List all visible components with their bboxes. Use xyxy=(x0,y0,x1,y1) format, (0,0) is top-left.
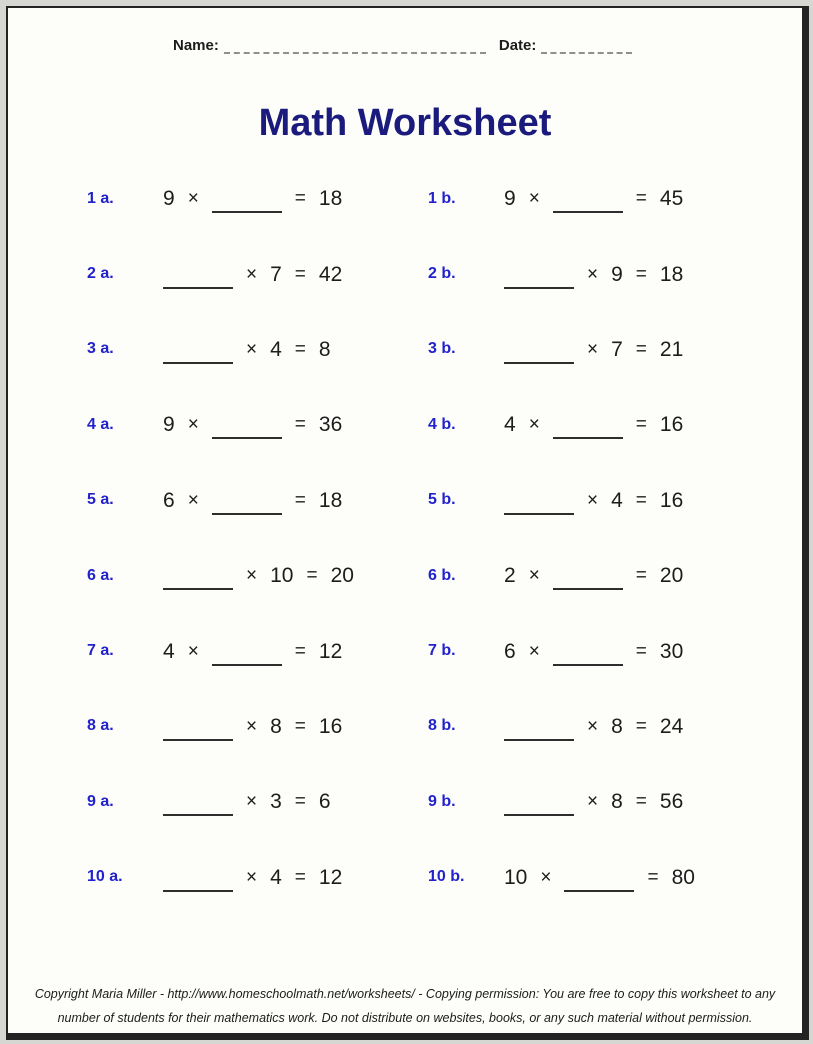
problem-8a xyxy=(87,716,428,737)
equation xyxy=(163,264,342,285)
problems-grid xyxy=(8,161,802,915)
number-token: 4 xyxy=(611,488,623,512)
problem-number-label: 2 b. xyxy=(428,265,456,283)
equation xyxy=(504,565,683,586)
equation xyxy=(163,867,342,888)
number-token: 20 xyxy=(330,564,354,588)
equals-sign: = xyxy=(635,640,647,662)
times-sign: × xyxy=(246,866,258,888)
answer-blank[interactable] xyxy=(163,876,233,892)
problem-number-label: 5 a. xyxy=(87,491,114,509)
number-token: 8 xyxy=(611,790,623,814)
problem-number-label: 4 b. xyxy=(428,415,456,433)
equation xyxy=(163,565,354,586)
problem-1b xyxy=(428,188,802,209)
problem-2b xyxy=(428,264,802,285)
page-title: Math Worksheet xyxy=(258,102,552,144)
equation xyxy=(504,716,683,737)
equals-sign: = xyxy=(635,791,647,813)
equals-sign: = xyxy=(294,489,306,511)
problem-row xyxy=(8,764,802,839)
times-sign: × xyxy=(187,414,199,436)
answer-blank[interactable] xyxy=(504,800,574,816)
name-input-line[interactable] xyxy=(224,38,486,54)
problem-number-label: 9 b. xyxy=(428,792,456,810)
times-sign: × xyxy=(246,263,258,285)
equals-sign: = xyxy=(294,715,306,737)
equals-sign: = xyxy=(294,791,306,813)
answer-blank[interactable] xyxy=(504,348,574,364)
problem-3a xyxy=(87,339,428,360)
times-sign: × xyxy=(528,188,540,210)
copyright-line-1: Copyright Maria Miller - http://www.homeschoolmath.net/worksheets/ - Copying permission: You are free to copy this worksheet to any xyxy=(34,987,776,1001)
equation xyxy=(504,414,683,435)
equation xyxy=(504,490,683,511)
problem-6b xyxy=(428,565,802,586)
problem-3b xyxy=(428,339,802,360)
problem-number-label: 3 a. xyxy=(87,340,114,358)
problem-number-label: 6 a. xyxy=(87,566,114,584)
number-token: 45 xyxy=(659,187,684,211)
answer-blank[interactable] xyxy=(163,574,233,590)
number-token: 9 xyxy=(611,262,623,286)
answer-blank[interactable] xyxy=(553,197,623,213)
number-token: 4 xyxy=(270,337,282,361)
problem-4b xyxy=(428,414,802,435)
times-sign: × xyxy=(528,565,540,587)
times-sign: × xyxy=(246,565,258,587)
answer-blank[interactable] xyxy=(504,273,574,289)
number-token: 4 xyxy=(504,413,516,437)
number-token: 16 xyxy=(659,488,684,512)
equals-sign: = xyxy=(635,263,647,285)
problem-row xyxy=(8,312,802,387)
problem-8b xyxy=(428,716,802,737)
times-sign: × xyxy=(587,791,599,813)
answer-blank[interactable] xyxy=(553,574,623,590)
number-token: 9 xyxy=(163,413,175,437)
equals-sign: = xyxy=(294,263,306,285)
problem-number-label: 1 a. xyxy=(87,189,114,207)
number-token: 16 xyxy=(318,714,343,738)
problem-2a xyxy=(87,264,428,285)
number-token: 7 xyxy=(270,262,282,286)
problem-row xyxy=(8,387,802,462)
times-sign: × xyxy=(187,188,199,210)
equals-sign: = xyxy=(635,565,647,587)
problem-number-label: 5 b. xyxy=(428,491,456,509)
copyright-footer xyxy=(8,982,802,1030)
times-sign: × xyxy=(246,715,258,737)
equals-sign: = xyxy=(294,640,306,662)
number-token: 18 xyxy=(318,488,343,512)
answer-blank[interactable] xyxy=(163,800,233,816)
problem-10a xyxy=(87,867,428,888)
number-token: 8 xyxy=(270,714,282,738)
times-sign: × xyxy=(587,489,599,511)
problem-row xyxy=(8,463,802,538)
times-sign: × xyxy=(528,640,540,662)
number-token: 20 xyxy=(659,564,684,588)
problem-5b xyxy=(428,490,802,511)
date-input-line[interactable] xyxy=(541,38,632,54)
problem-number-label: 9 a. xyxy=(87,792,114,810)
number-token: 9 xyxy=(504,187,516,211)
number-token: 10 xyxy=(270,564,294,588)
answer-blank[interactable] xyxy=(163,725,233,741)
number-token: 7 xyxy=(611,337,623,361)
problem-number-label: 8 a. xyxy=(87,717,114,735)
number-token: 4 xyxy=(270,865,282,889)
copyright-line-2: number of students for their mathematics work. Do not distribute on websites, books, or any such material without permission. xyxy=(57,1011,753,1025)
number-token: 24 xyxy=(659,714,684,738)
answer-blank[interactable] xyxy=(212,423,282,439)
worksheet-paper xyxy=(6,6,809,1040)
problem-row xyxy=(8,613,802,688)
times-sign: × xyxy=(540,866,552,888)
number-token: 6 xyxy=(163,488,175,512)
answer-blank[interactable] xyxy=(212,650,282,666)
problem-number-label: 6 b. xyxy=(428,566,456,584)
equation xyxy=(504,188,683,209)
number-token: 12 xyxy=(318,639,343,663)
answer-blank[interactable] xyxy=(504,499,574,515)
number-token: 3 xyxy=(270,790,282,814)
problem-10b xyxy=(428,867,802,888)
number-token: 16 xyxy=(659,413,684,437)
equation xyxy=(504,339,683,360)
problem-number-label: 7 b. xyxy=(428,642,456,660)
name-date-row xyxy=(173,38,632,54)
equation xyxy=(504,867,695,888)
answer-blank[interactable] xyxy=(553,423,623,439)
times-sign: × xyxy=(187,640,199,662)
times-sign: × xyxy=(528,414,540,436)
number-token: 18 xyxy=(318,187,343,211)
equals-sign: = xyxy=(294,188,306,210)
equals-sign: = xyxy=(306,565,318,587)
times-sign: × xyxy=(246,338,258,360)
equals-sign: = xyxy=(635,715,647,737)
problem-number-label: 4 a. xyxy=(87,415,114,433)
equals-sign: = xyxy=(647,866,659,888)
problem-9a xyxy=(87,791,428,812)
problem-number-label: 10 b. xyxy=(428,868,465,886)
times-sign: × xyxy=(587,263,599,285)
number-token: 8 xyxy=(611,714,623,738)
times-sign: × xyxy=(587,338,599,360)
equation xyxy=(163,414,342,435)
problem-7a xyxy=(87,641,428,662)
problem-number-label: 3 b. xyxy=(428,340,456,358)
problem-row xyxy=(8,161,802,236)
problem-number-label: 2 a. xyxy=(87,265,114,283)
problem-row xyxy=(8,689,802,764)
problem-9b xyxy=(428,791,802,812)
answer-blank[interactable] xyxy=(212,499,282,515)
times-sign: × xyxy=(187,489,199,511)
number-token: 4 xyxy=(163,639,175,663)
date-label: Date: xyxy=(498,37,537,54)
equation xyxy=(504,641,683,662)
answer-blank[interactable] xyxy=(163,273,233,289)
problem-number-label: 8 b. xyxy=(428,717,456,735)
equals-sign: = xyxy=(294,414,306,436)
number-token: 12 xyxy=(318,865,343,889)
equals-sign: = xyxy=(294,866,306,888)
number-token: 8 xyxy=(318,337,331,361)
problem-5a xyxy=(87,490,428,511)
problem-number-label: 7 a. xyxy=(87,642,114,660)
equation xyxy=(163,339,331,360)
equation xyxy=(504,264,683,285)
equals-sign: = xyxy=(635,414,647,436)
problem-row xyxy=(8,538,802,613)
number-token: 10 xyxy=(504,865,528,889)
equals-sign: = xyxy=(294,338,306,360)
number-token: 6 xyxy=(504,639,516,663)
problem-4a xyxy=(87,414,428,435)
answer-blank[interactable] xyxy=(564,876,634,892)
problem-row xyxy=(8,236,802,311)
equals-sign: = xyxy=(635,489,647,511)
number-token: 80 xyxy=(671,865,695,889)
problem-7b xyxy=(428,641,802,662)
name-label: Name: xyxy=(173,37,219,54)
problem-row xyxy=(8,840,802,915)
answer-blank[interactable] xyxy=(504,725,574,741)
number-token: 42 xyxy=(318,262,343,286)
number-token: 21 xyxy=(659,337,684,361)
times-sign: × xyxy=(587,715,599,737)
equals-sign: = xyxy=(635,338,647,360)
problem-6a xyxy=(87,565,428,586)
answer-blank[interactable] xyxy=(163,348,233,364)
times-sign: × xyxy=(246,791,258,813)
problem-number-label: 1 b. xyxy=(428,189,456,207)
answer-blank[interactable] xyxy=(212,197,282,213)
equation xyxy=(504,791,683,812)
number-token: 6 xyxy=(318,790,331,814)
equation xyxy=(163,641,342,662)
equation xyxy=(163,791,331,812)
equals-sign: = xyxy=(635,188,647,210)
number-token: 56 xyxy=(659,790,684,814)
number-token: 18 xyxy=(659,262,684,286)
equation xyxy=(163,716,342,737)
problem-number-label: 10 a. xyxy=(87,868,123,886)
equation xyxy=(163,188,342,209)
answer-blank[interactable] xyxy=(553,650,623,666)
number-token: 36 xyxy=(318,413,343,437)
number-token: 9 xyxy=(163,187,175,211)
number-token: 2 xyxy=(504,564,516,588)
equation xyxy=(163,490,342,511)
problem-1a xyxy=(87,188,428,209)
number-token: 30 xyxy=(659,639,684,663)
